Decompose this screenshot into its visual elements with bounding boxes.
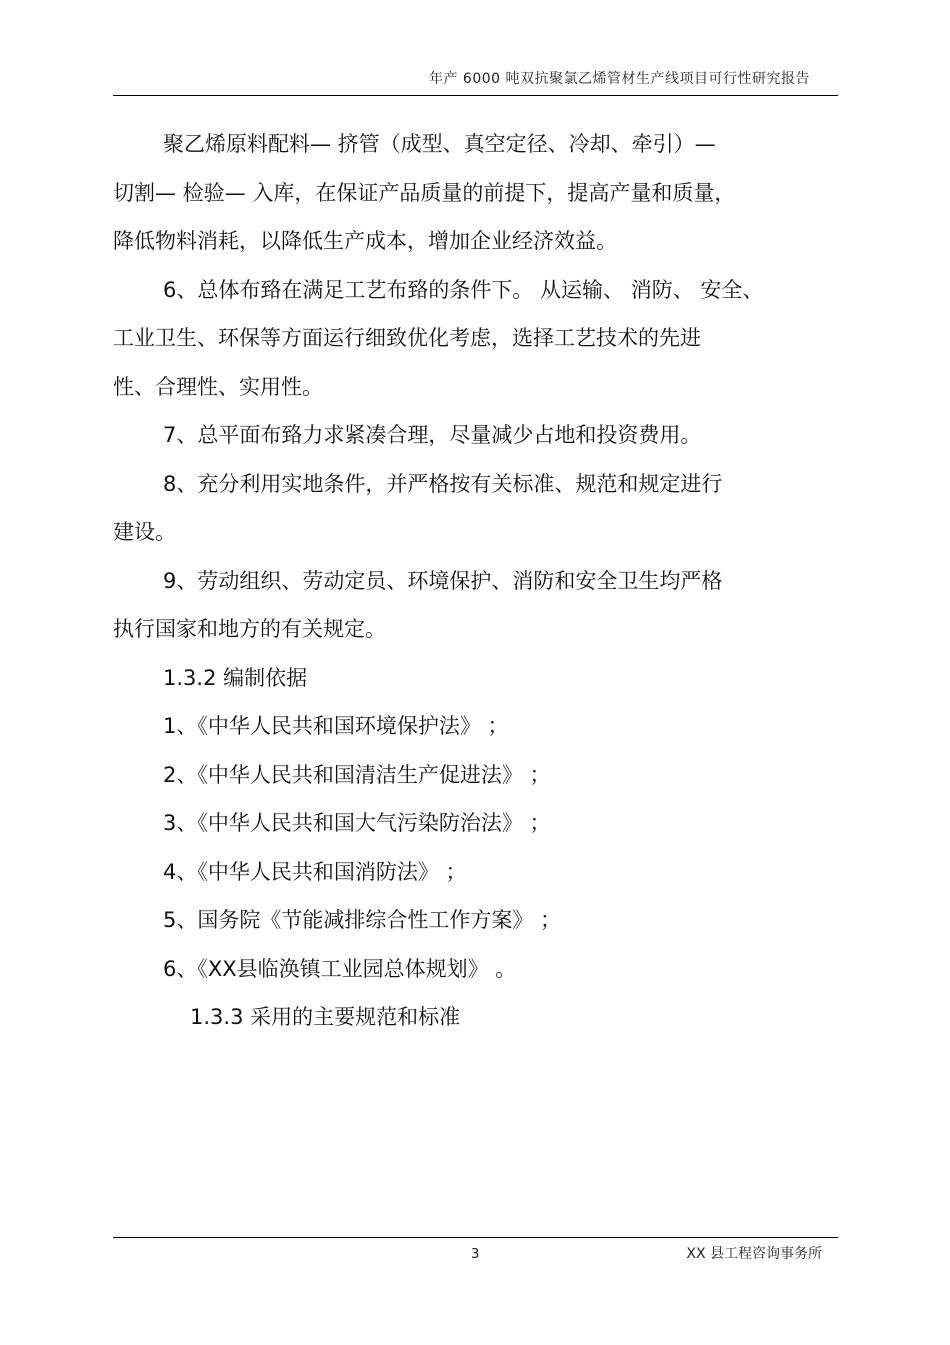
reference-item: 6、《XX县临涣镇工业园总体规划》 。 [163,956,517,981]
header-rule [113,95,838,96]
paragraph-line: 9、劳动组织、劳动定员、环境保护、消防和安全卫生均严格 [163,568,723,593]
paragraph-line: 6、总体布臵在满足工艺布臵的条件下。 从运输、 消防、 安全、 [163,277,764,302]
reference-item: 5、国务院《节能减排综合性工作方案》 ； [163,908,562,932]
paragraph-line: 7、总平面布臵力求紧凑合理，尽量减少占地和投资费用。 [163,423,702,447]
reference-item: 3、《中华人民共和国大气污染防治法》 ； [163,811,551,835]
reference-item: 1、《中华人民共和国环境保护法》 ； [163,714,509,738]
page-number: 3 [471,1247,480,1262]
paragraph-line: 降低物料消耗，以降低生产成本，增加企业经济效益。 [113,229,617,253]
paragraph-line: 建设。 [113,520,176,544]
section-heading-1-3-2: 1.3.2 编制依据 [163,665,308,690]
paragraph-line: 聚乙烯原料配料— 挤管（成型、真空定径、冷却、牵引）— [163,132,716,156]
paragraph-line: 工业卫生、环保等方面运行细致优化考虑，选择工艺技术的先进 [113,326,701,350]
header-title: 年产 6000 吨双抗聚氯乙烯管材生产线项目可行性研究报告 [428,71,810,87]
paragraph-line: 执行国家和地方的有关规定。 [113,617,386,641]
paragraph-line: 性、合理性、实用性。 [113,374,323,399]
footer-organization: XX 县工程咨询事务所 [686,1246,822,1262]
document-body [113,124,838,1046]
section-heading-1-3-3: 1.3.3 采用的主要规范和标准 [190,1005,461,1029]
paragraph-line: 8、充分利用实地条件，并严格按有关标准、规范和规定进行 [163,471,723,496]
paragraph-line: 切割— 检验— 入库，在保证产品质量的前提下，提高产量和质量， [113,180,736,205]
reference-item: 2、《中华人民共和国清洁生产促进法》 ； [163,762,551,787]
footer-rule [113,1237,838,1238]
reference-item: 4、《中华人民共和国消防法》 ； [163,859,467,884]
